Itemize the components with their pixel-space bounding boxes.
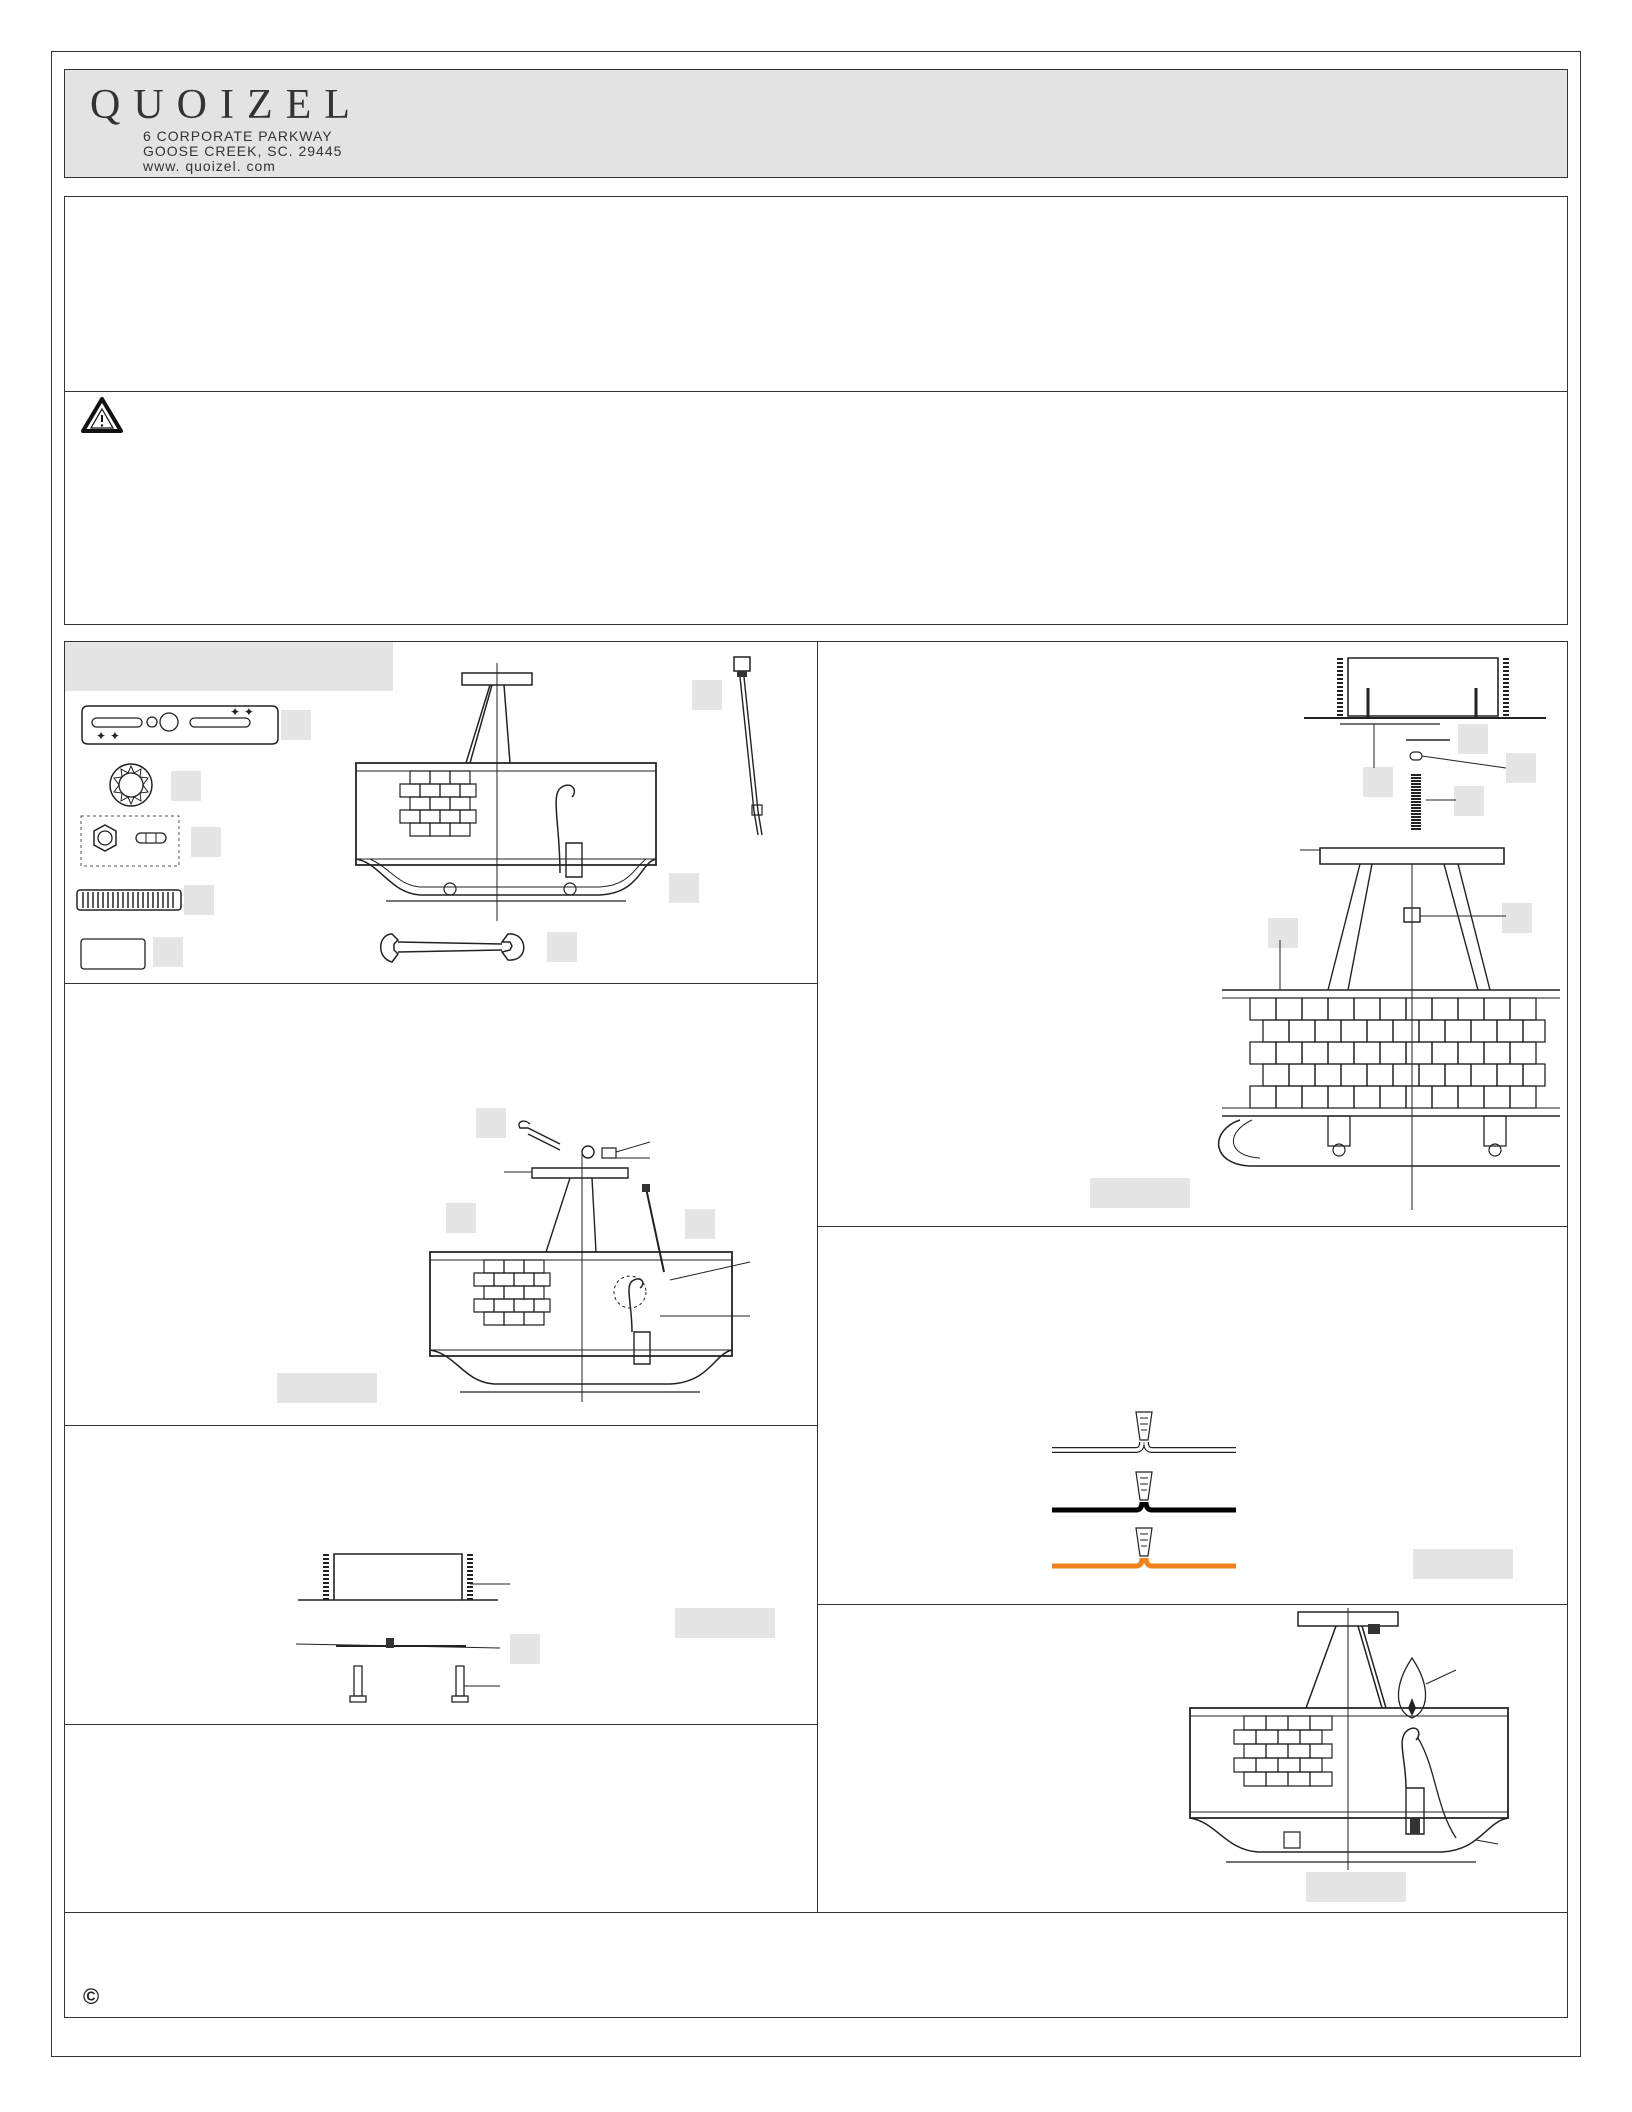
intro-panel (64, 196, 1568, 392)
footer-panel (64, 1913, 1568, 2018)
figure-label-2 (675, 1608, 775, 1638)
column-divider (817, 641, 818, 1913)
parts-heading-box (65, 642, 393, 691)
bulb-install-diagram (1186, 1608, 1526, 1870)
threaded-rod-icon (75, 888, 183, 912)
svg-text:✦ ✦: ✦ ✦ (230, 705, 254, 719)
warning-triangle-icon (80, 395, 124, 435)
address-line-2: GOOSE CREEK, SC. 29445 (143, 143, 343, 159)
divider-left-2 (64, 1425, 817, 1426)
part-label-a (281, 710, 311, 740)
canopy-arm-icon (728, 655, 768, 851)
part-label-b (171, 771, 201, 801)
figure-label-5 (1306, 1872, 1406, 1902)
divider-right-1 (817, 1226, 1568, 1227)
svg-text:✦ ✦: ✦ ✦ (96, 729, 120, 743)
mounting-bracket-icon (80, 702, 280, 748)
part-label-d (184, 885, 214, 915)
figure-label-3 (1090, 1178, 1190, 1208)
wiring-connections-diagram (1050, 1406, 1240, 1576)
part-label-f (692, 680, 722, 710)
part-label-h (547, 932, 577, 962)
copyright-icon: © (83, 1984, 100, 2009)
warning-panel (64, 391, 1568, 625)
hex-nut-and-coupling-icon (80, 815, 180, 867)
figure-label-1 (277, 1373, 377, 1403)
figure-label-4 (1413, 1549, 1513, 1579)
ceiling-mount-diagram (1200, 650, 1570, 1220)
fixture-overview-diagram (350, 663, 680, 923)
part-label-e (153, 937, 183, 967)
website: www. quoizel. com (143, 158, 276, 174)
arm-assembly-diagram (420, 1112, 760, 1402)
address-line-1: 6 CORPORATE PARKWAY (143, 128, 333, 144)
brand-logo: QUOIZEL (90, 82, 363, 128)
label-tag-icon (80, 938, 146, 970)
part-label-c (191, 827, 221, 857)
lock-washer-icon (106, 760, 156, 810)
junction-box-diagram (290, 1548, 520, 1718)
divider-right-2 (817, 1604, 1568, 1605)
divider-left-1 (64, 983, 817, 984)
divider-left-3 (64, 1724, 817, 1725)
wrench-icon (372, 924, 532, 972)
